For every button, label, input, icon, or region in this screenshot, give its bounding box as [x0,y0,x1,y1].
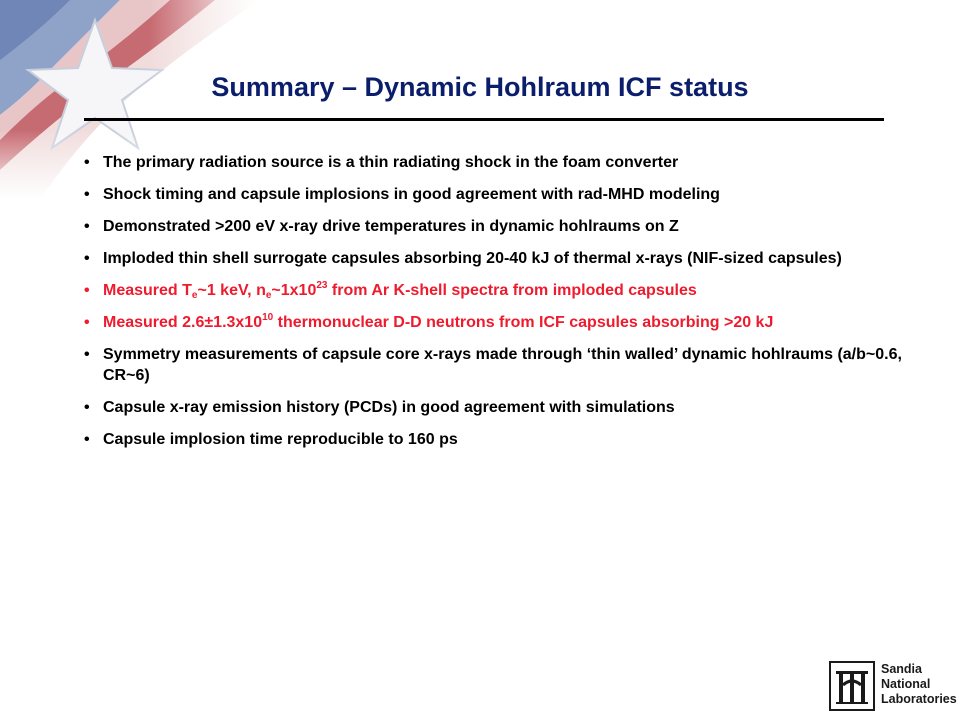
bullet-item [84,397,904,418]
bullet-text: Capsule x-ray emission history (PCDs) in good agreement with simulations [103,399,675,416]
bullet-marker: • [84,346,90,363]
bullet-marker: • [84,314,90,331]
logo-line: Sandia [881,662,922,676]
bullet-item [84,216,904,237]
bullet-text: Symmetry measurements of capsule core x-rays made through ‘thin walled’ dynamic hohlraums (a/b~0.6, CR~6) [103,346,902,384]
bullet-text-part: ~1 keV, n [197,282,266,299]
bullet-marker: • [84,218,90,235]
bullet-text: Shock timing and capsule implosions in good agreement with rad-MHD modeling [103,186,720,203]
bullet-marker: • [84,154,90,171]
superscript: 23 [316,280,328,291]
bullet-marker: • [84,186,90,203]
bullet-marker: • [84,250,90,267]
thunderbird-icon [829,661,875,711]
logo-wordmark [881,662,957,707]
bullet-marker: • [84,282,90,299]
subscript: e [265,290,272,301]
bullet-text-part: ~1x10 [271,282,317,299]
bullet-item [84,248,904,269]
bullet-text-part: Measured 2.6±1.3x10 [103,314,263,331]
logo-line: National [881,677,931,691]
bullet-item [84,344,904,386]
bullet-text-part: from Ar K-shell spectra from imploded capsules [327,282,697,299]
bullet-text: Imploded thin shell surrogate capsules absorbing 20-40 kJ of thermal x-rays (NIF-sized capsules) [103,250,842,267]
logo-line: Laboratories [881,692,957,706]
bullet-text: Capsule implosion time reproducible to 160 ps [103,431,458,448]
bullet-marker: • [84,431,90,448]
slide-title: Summary – Dynamic Hohlraum ICF status [211,72,749,102]
bullet-item-highlight [84,312,904,333]
bullet-text: Demonstrated >200 eV x-ray drive temperatures in dynamic hohlraums on Z [103,218,679,235]
bullet-text: The primary radiation source is a thin radiating shock in the foam converter [103,154,679,171]
bullet-marker: • [84,399,90,416]
bullet-list [84,152,904,461]
subscript: e [191,290,198,301]
bullet-text-part: Measured T [103,282,192,299]
bullet-text-part: thermonuclear D-D neutrons from ICF capsules absorbing >20 kJ [273,314,774,331]
bullet-item [84,429,904,450]
superscript: 10 [262,312,274,323]
bullet-item-highlight [84,280,904,301]
bullet-item [84,184,904,205]
title-divider [84,118,884,121]
sandia-logo [829,661,957,713]
bullet-item [84,152,904,173]
